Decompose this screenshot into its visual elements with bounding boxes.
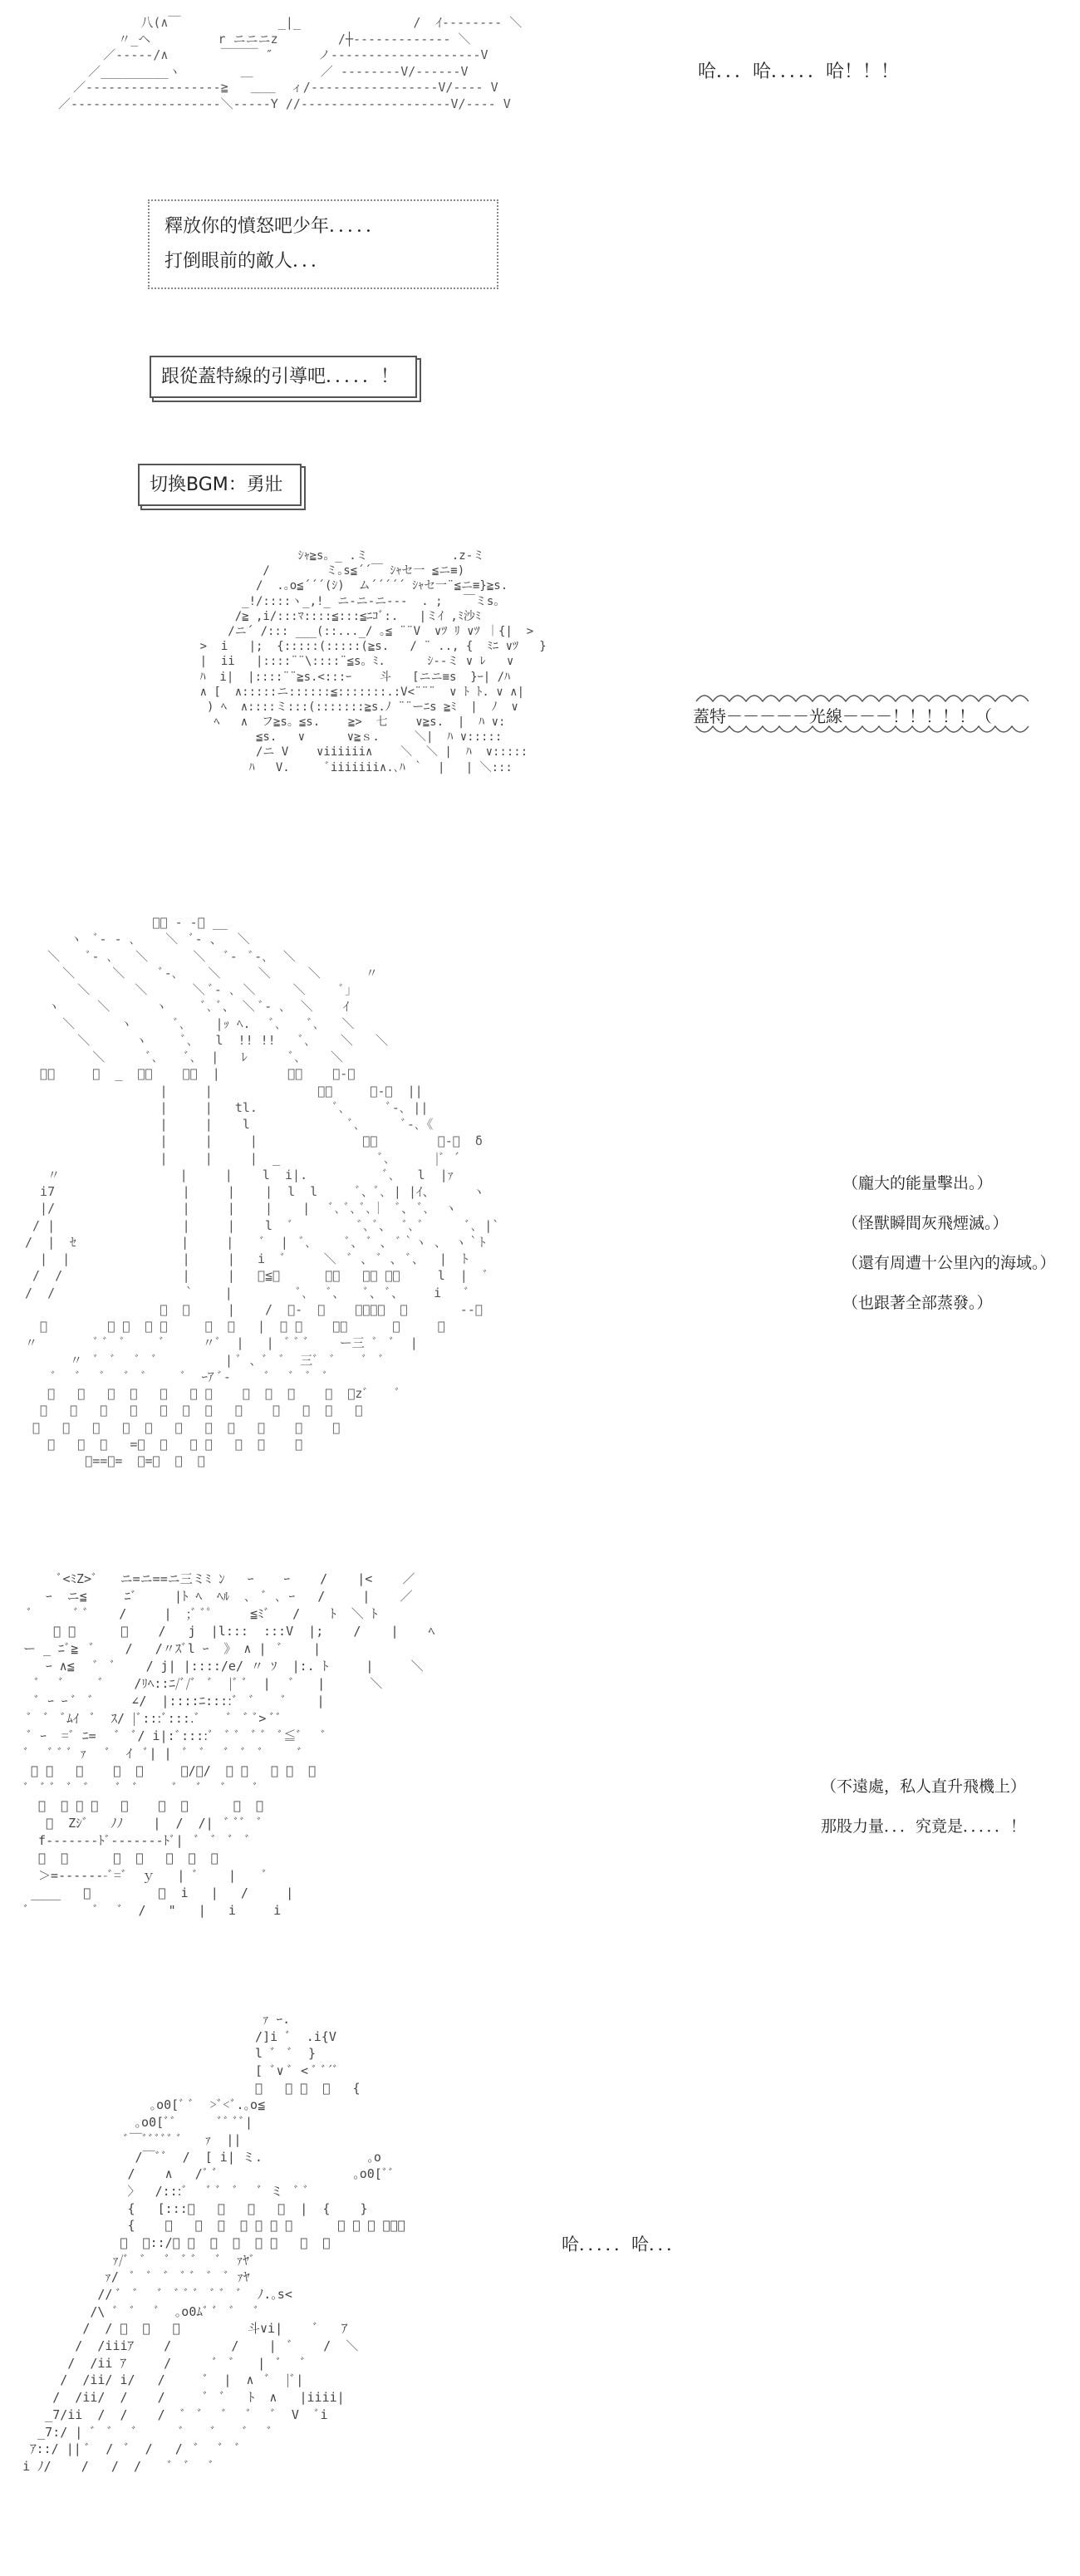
ascii-art-robot-head: ｼｬ≧s。_ .ミ .z-ミ / ミ｡s≦´´￣ ｼｬセ一 ≦ニ≡) / .｡o≦´´´(ｼ) ム´´´´´ ｼｬセ一¨≦ニ≡}≧s. _!/::::ヽ_,!_ ニ-ニ-ニ--- . ; ￣ミs。 /≧ ,i/:::ﾏ::::≦:::≦ﾆｺﾞ:. |ミｲ ,ﾐ沙ﾐ /ニ´ /::: ___(::..._/ ｡≦ ¨¨V ∨ﾂ ﾘ ∨ﾂ ｜{| > > i |; {:::::(:::::(≧s. / ¨ .., { ﾐﾆ ∨ﾂ } | ii |::::¨¨\::::¨≦s。ﾐ. ｼ--ミ ∨ ﾚ ∨ ﾊ i| |::::¨¨≧s.<:::ｰ 斗 [ニニ≡s }ｰ| /ﾊ ∧ [ ∧:::::ニ::::::≦:::::::.:V<¨¨¨ ∨ ﾄ ﾄ. ∨ ∧| ) ﾍ ∧::::ミ:::(:::::::≧s.ﾉ ¨¨ーﾆs ≧ﾐ | ﾉ ∨ ﾍ ∧ フ≧s。≦s. ≧> 七 ∨≧s. | ﾊ ∨: ≦s. ∨ ∨≧ｓ. ＼| ﾊ ∨::::: /ニ V ∨iiiiii∧ ＼ ＼ | ﾊ ∨::::: ﾊ V. ﾞiiiiiii∧.､ﾊ ｀ | | ＼::: — [199, 549, 547, 774]
narration-box — [148, 199, 498, 289]
ascii-art-explosion: ﾞ<ﾐZ>ﾞ ニ=ニ==ニ三ミﾐ ﾝ ｰ ｰ / |< ／ ｰ ニ≦ ﾆﾞ |ﾄ ﾍ ﾍﾙ ､ ﾞ ､ ｰ / | ／ ﾞ ﾞ ﾞ / | ;ﾞ ﾞﾟ ≦ﾐﾞ / ﾄ ＼ ﾄ ﾞ ﾞ ﾞ / j |l::: :::V |; / | ﾍ ー _ ﾆﾞ≧ ﾞ / /〃ｽﾞl ｰ 》 ∧ | ﾞ | ｰ ∧≦ ﾞ ﾞ / j| |::::/e/ 〃 ｿ |:. ﾄ | ＼ ﾞ ﾞ ﾞ /ﾘﾍ::ﾆ/ﾞ/ﾞ ﾞ |ﾞ ﾞ | ﾞ | ＼ ﾞ ｰ ｰ ﾞ ﾞ ∠/ |::::ﾆ::::ﾞ ﾞ ﾞ | ﾞ ﾞ ﾞﾑｲ ﾞ ｽ/ |ﾞ:::ﾞ:::.ﾞ ﾞ ﾞ ﾞ> ﾞﾞ ﾞ ｰ =ﾞ ﾆ= ﾞ ﾞ/ i|:ﾞ::::ﾞ ﾞ ﾞ ﾞ ﾞ ﾞ≦ﾞ ﾞ ﾞ ﾞ ﾞ ﾞ ｧ ﾞ ｲ ﾞ| | ﾞ ﾞ ﾞ ﾞ ﾞ ﾞ ﾞ ﾞ ﾞ ﾞ ﾞ ﾞ/ﾞ/ ﾞ ﾞ ﾞ ﾞ ﾞ ﾞ ﾞ ﾞ ﾞ ﾞ ﾞ ﾞ ﾞ ﾞ ﾞ ﾞ ﾞ ﾞ ﾞ ﾞ ﾞ ﾞ ﾞ ﾞ ﾞ ﾞ Zｼﾞ ﾉﾉ | / /| ﾞ ﾞﾞ ﾞ f-------ﾄﾞ-------ﾄﾞ| ﾞ ﾞ ﾞ ﾞ ﾞ ﾞ ﾞ ﾞ ﾞ ﾞ ﾞ ＞=-------ﾞ=ﾞ ｙ | ﾞ | ﾞ ____ ﾞ ﾞ i | / | ﾞ ﾞ ﾞ / " | i i — [23, 1571, 435, 1918]
caption-line: （還有周遭十公里內的海域。） — [842, 1254, 1056, 1272]
guidance-box: 跟從蓋特線的引導吧．．．．．！ — [150, 356, 417, 398]
escape-caption-2: 那股力量．．．究竟是．．．．．！ — [821, 1817, 1027, 1836]
ascii-art-top: 八(∧￣ _|_ / ｲ-------- ＼ 〃_ヘ r ニニニz /┼------------- ＼ ／-----/∧ ￣￣￣ ″ ノ--------------------V ／_________ヽ ＿ ／ --------V/------V ／------------------≧ ＿＿ ィ/-----------------V/---- V ／--------------------＼-----Y //--------------------V/---- V — [58, 15, 523, 111]
ascii-art-laughing-figure: ｧ ｰ. /]i ﾞ .i{V l ﾞ ﾞ } [ ﾞ∨ ﾞ < ﾞ ﾞ´ﾞ ﾞ ﾞ ﾞ ﾞ { ｡o0[ﾞ ﾞ >ﾞ<ﾞ.｡o≦ ｡o0[ﾞﾞ ﾞﾞ ﾞﾞ| ﾞ￣ﾞﾞﾞﾞﾞ ﾞ ｧ || /￣ﾞﾞ / [ i| ミ. ｡o / ∧ /ﾞ ﾞ ｡o0[ﾞﾞ 〉 /:::ﾞ ﾞ ﾞ ﾞ ﾞ ミ ﾞ ﾞ { [:::ﾞ ﾞ ﾞ ﾞ | { } { ﾞ ﾞ ﾞ ﾞ ﾞ ﾞ ﾞ ﾞ ﾞ ﾞ ﾞﾞﾞ ﾞ ﾞ::/ﾞ ﾞ ﾞ ﾞ ﾞ ﾞ ﾞ ﾞ ｧ/ﾞ ﾞ ﾞ ﾞ ﾞ ﾞ ｧﾔﾞ ｧ/ ﾞ ﾞ ﾞ ﾞ ﾞ ﾞ ﾞ ｧﾔ // ﾞ ﾞ ﾞ ﾞ ﾞ ﾞ ﾞ ﾞ ﾞ ﾉ.｡s< /\ ﾞ ﾞ ﾞ ｡o0ﾑﾞ ﾞ ﾞ ﾞ / / ﾞ ﾞ ﾞ 斗∨i| ﾞ ｱ / /iiiｱ / / | ﾞ / ＼ / /ii ｱ / ﾞ ﾞ | ﾞ ﾞ / /ii/ i/ / ﾞ | ∧ ﾞ |ﾞ| / /ii/ / / ﾞ ﾞ ﾄ ∧ |iiii| _7/ii / / / ﾞ ﾞ ﾞ ﾞ ﾞ V ﾞi _7:/ | ﾞ ﾞ ﾞ ﾞ ﾞ ﾞ ﾞ ｱ::/ || ﾞ / ﾞ / / ﾞ ﾞ ﾞ i ﾉ/ / / / ﾞ ﾞ ﾞ — [22, 2012, 405, 2474]
ascii-art-energy-beam: ﾞ､ ‐ -､ __ ヽ ﾞ‐ - ､ ＼ ﾞ‐ 、 ＼ ＼ ﾞ‐ ､ ＼ ＼ ﾞ‐ ﾞ-､ ＼ ＼ ＼ ﾞ-､ ＼ ＼ ＼ 〃 ＼ ＼ ＼ ﾞ‐ ､ ＼ ＼ ﾞ｣ ヽ ＼ ヽ ﾞ､ ﾞ、 ＼ ﾞ‐ ､ ＼ ｲ ＼ ヽ ﾞ､ |ｯ ﾍ. ﾞ､ ﾞ､ ＼ ＼ ヽ ﾞ､ l !! !! ﾞ､ ＼ ＼ ＼ ﾞ､ ﾞ､ | ﾚ ﾞ､ ＼ ﾞ、 ＼ _ ﾞ､ ﾞ､ | ﾞ､ ﾞ-､ | | ﾞ､ ﾞ-､ || | | tl. ﾞ､ ﾞ-､ || | | l ﾞ､ ﾞ-､《 | | | ﾞ､ ﾞ-､ δ | | | _ ﾞ､ |ﾞ ´ 〃 | | l i|. ﾞ､ l |ｧ i7 | | | l l ﾞ、ﾞ､ | |ｲ、 ヽ |/ | | | | ﾞ､ ﾞ､ ﾞ､｜ ﾞ、 ﾞ､ ヽ / | | | l ﾞ ﾞ､ ﾞ、 ﾞ､ ﾞ ﾞ､ |` / | ｾ | | ﾞ | ﾞ､ ﾞ、 ﾞ 、 ﾞ｀ヽ 、 ヽ｀ﾄ | | | | i ﾞ ＼ ﾞ 、 ﾞ 、 ﾞ、 | ﾄ / / | | ﾞ≦ﾞ ﾞ＼ ﾞ、 ﾞ、 l | ﾞ / / ｀ | ﾞ､ ﾞ、 ﾞ、 ﾞ、 i ﾞ ﾞ ﾞ | / ﾞ‐ ﾞ ﾞ、ﾞ、 ﾞ --ﾞ ﾞ 〃 ﾞ ﾞ ﾞ ｝ ﾞ | 〃 ﾞ ﾞ、 ﾞ ﾞ 〃 ﾞ ﾞ ﾞ ﾞ 〃ﾞ | | ﾞ ﾞ ﾞ ー三 ﾞ ﾞ | 〃 ﾞ ﾞ ﾞ ﾞ | ﾞ 、ﾞ ﾞ 三ﾞ ﾞ ﾞ ﾞ ﾞ ﾞ ﾞ ﾞ ﾞ ﾞ ｰｱ ﾞ‐ ﾞ ﾞ ﾞ ﾞ ﾞ ﾞ ﾞ ﾞ ﾞ ﾞ ﾞ ﾞ ﾞ ﾞ ﾞ ｰzﾞ ﾞ ﾞ ﾞ ﾞ ﾞ ﾞ ﾞ ﾞ ﾞ ﾞ ﾞ ﾞ ﾞ ﾞ ﾞ ﾞ ﾞ ﾞ ﾞ ﾞ ﾞ ﾞ ﾞ ﾞ ﾞ ﾞ ﾞ =ﾞ ﾞ ﾞ ﾞ ﾞ ﾞ ﾞ ﾞ==ﾞ= ﾞ=ﾞ ﾞ ﾞ — [25, 915, 500, 1468]
shout-text: 蓋特－－－－－光線－－－！！！！！（ — [693, 706, 992, 726]
exclaim-text: 哈．．．哈．．．．．哈！！！ — [698, 61, 900, 82]
narration-line: 釋放你的憤怒吧少年．．．．． — [164, 216, 385, 237]
caption-line: （怪獸瞬間灰飛煙滅。） — [842, 1214, 1009, 1232]
energy-captions — [842, 1163, 1056, 1323]
caption-line: （龐大的能量擊出。） — [842, 1174, 993, 1192]
escape-caption-1: （不遠處，私人直升飛機上） — [821, 1777, 1027, 1796]
narration-line: 打倒眼前的敵人．．． — [164, 250, 330, 272]
caption-line: （也跟著全部蒸發。） — [842, 1294, 993, 1312]
ending-text: 哈．．．．．哈．．． — [562, 2234, 684, 2254]
bgm-box: 切換BGM：勇壯 — [138, 464, 302, 506]
